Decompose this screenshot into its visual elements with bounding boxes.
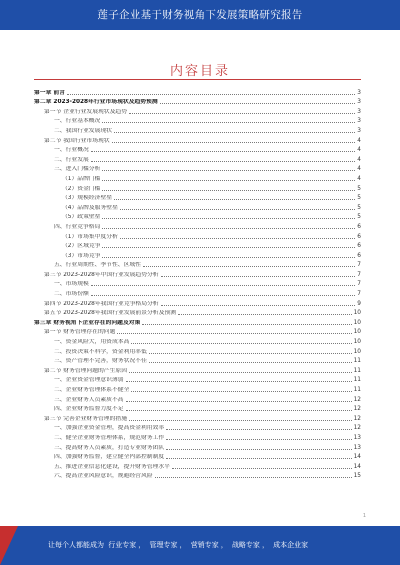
toc-entry-page: 6 [357,252,361,259]
toc-dot-leader [117,332,351,334]
report-title: 莲子企业基于财务视角下发展策略研究报告 [97,9,303,21]
toc-entry-page: 7 [357,262,361,269]
toc-entry-page: 5 [357,185,361,192]
toc-entry-title: （2）区域竞争 [62,243,101,250]
toc-entry[interactable] [34,250,361,260]
toc-entry[interactable] [34,413,361,423]
toc-entry[interactable] [34,212,361,222]
toc-entry-title: 三、进入门槛分析 [54,166,101,173]
toc-dot-leader [102,189,355,191]
toc-entry-page: 6 [357,223,361,230]
toc-entry-page: 11 [353,367,361,374]
toc-dot-leader [91,150,356,152]
toc-entry-title: 三、企业财务人员素质不高 [54,396,124,403]
toc-entry[interactable] [34,106,361,116]
toc-dot-leader [161,275,356,277]
toc-entry-page: 4 [357,147,361,154]
toc-entry-title: （1）市场集中度分析 [62,233,118,240]
report-header-bar [0,0,400,30]
toc-entry-page: 10 [353,310,361,317]
toc-dot-leader [149,361,352,363]
toc-entry[interactable] [34,173,361,183]
toc-dot-leader [129,112,355,114]
toc-dot-leader [112,141,356,143]
toc-entry[interactable] [34,394,361,404]
toc-dot-leader [161,304,356,306]
toc-dot-leader [91,294,356,296]
toc-entry-title: 第一章 前言 [34,89,66,96]
toc-dot-leader [91,284,356,286]
toc-entry-page: 12 [353,415,361,422]
toc-dot-leader [149,352,352,354]
toc-entry-page: 4 [357,156,361,163]
toc-entry-title: 一、企业资金管理意识薄弱 [54,377,124,384]
toc-dot-leader [102,169,355,171]
toc-entry[interactable] [34,317,361,327]
toc-entry-page: 15 [353,473,361,480]
toc-entry-title: 第二章 2023-2028年行业市场现状及趋势预测 [34,99,158,106]
toc-entry-page: 14 [353,454,361,461]
toc-heading: 内容目录 [169,64,230,79]
toc-dot-leader [120,208,355,210]
footer-item: 营销专家 [190,541,219,549]
toc-entry[interactable] [34,471,361,481]
toc-entry-page: 5 [357,204,361,211]
toc-dot-leader [91,160,356,162]
footer-separator: ， [138,541,146,549]
toc-dot-leader [120,237,355,239]
toc-entry-page: 11 [353,358,361,365]
toc-dot-leader [129,419,352,421]
toc-entry-title: 第四节 2023-2028年我国行业竞争格局分析 [44,300,159,307]
toc-entry-page: 10 [353,348,361,355]
toc-entry-title: 五、推进企业信息化建设，提升财务管理水平 [54,463,170,470]
toc-dot-leader [114,131,355,133]
toc-dot-leader [166,438,351,440]
toc-entry[interactable] [34,97,361,107]
toc-dot-leader [155,476,352,478]
footer-item: 行业专家 [108,541,137,549]
toc-entry[interactable] [34,164,361,174]
toc-entry[interactable] [34,346,361,356]
table-of-contents [34,87,361,480]
toc-entry[interactable] [34,336,361,346]
toc-dot-leader [126,400,352,402]
toc-entry[interactable] [34,452,361,462]
toc-entry-title: 第二节 财务管理问题的产生原因 [44,367,127,374]
toc-entry-page: 9 [357,300,361,307]
toc-entry-title: 一、资金风险大，用资成本高 [54,339,130,346]
toc-entry-title: 二、行业发展 [54,156,89,163]
footer-item: 成本企业家 [273,541,309,549]
toc-entry-page: 12 [353,396,361,403]
toc-dot-leader [126,409,352,411]
toc-dot-leader [67,93,355,95]
toc-entry-page: 5 [357,195,361,202]
toc-dot-leader [102,121,355,123]
toc-entry[interactable] [34,461,361,471]
toc-entry-page: 13 [353,444,361,451]
toc-entry-page: 12 [353,406,361,413]
toc-entry[interactable] [34,279,361,289]
toc-entry-page: 7 [357,291,361,298]
footer-slogan-lead: 让每个人都能成为 [48,541,104,549]
toc-entry-page: 4 [357,166,361,173]
toc-entry-page: 3 [357,108,361,115]
toc-entry[interactable] [34,308,361,318]
toc-entry-page: 5 [357,214,361,221]
toc-entry-page: 10 [353,339,361,346]
toc-entry[interactable] [34,404,361,414]
toc-entry-page: 3 [357,118,361,125]
toc-entry-title: 第三节 2023-2028年中国行业发展趋势分析 [44,271,159,278]
toc-entry-title: 第五节 2023-2028年我国行业发展前景分析及预测 [44,310,176,317]
footer-separator: ， [179,541,187,549]
toc-entry-title: 一、行业基本概况 [54,118,101,125]
toc-entry[interactable] [34,135,361,145]
toc-entry-title: 第二节 我国行业市场现状 [44,137,110,144]
toc-entry-title: （5）政策壁垒 [62,214,101,221]
toc-entry[interactable] [34,87,361,97]
toc-entry[interactable] [34,327,361,337]
toc-dot-leader [178,313,352,315]
toc-entry[interactable] [34,231,361,241]
toc-entry[interactable] [34,384,361,394]
toc-entry[interactable] [34,260,361,270]
toc-entry-title: （3）规模经济壁垒 [62,195,113,202]
toc-entry-title: 二、企业财务管理体系不健全 [54,387,130,393]
toc-entry-page: 3 [357,99,361,106]
toc-entry[interactable] [34,221,361,231]
toc-entry-page: 6 [357,233,361,240]
toc-entry[interactable] [34,125,361,135]
toc-entry[interactable] [34,423,361,433]
toc-entry-page: 4 [357,175,361,182]
toc-entry-title: 二、投资决策不科学，资金利用率低 [54,348,147,355]
toc-entry-page: 11 [353,377,361,384]
toc-entry-title: 五、行业周期性、季节性、区域性 [54,262,141,269]
toc-entry-title: 四、企业财务监督力度不足 [54,406,124,413]
toc-entry[interactable] [34,365,361,375]
footer-red-accent [0,526,18,565]
toc-entry[interactable] [34,241,361,251]
toc-entry-title: 第三节 完善企业财务管理的措施 [44,415,127,422]
toc-entry-title: 三、资产管理不完善，财务状况不佳 [54,358,147,365]
footer-separator: ， [261,541,269,549]
toc-dot-leader [129,371,352,373]
page-number: 1 [362,513,366,519]
toc-entry-page: 10 [353,329,361,336]
toc-dot-leader [102,217,355,219]
toc-dot-leader [114,198,355,200]
toc-entry[interactable] [34,116,361,126]
toc-entry[interactable] [34,183,361,193]
toc-entry-title: 四、加强财务监督，建立健全内部控制制度 [54,454,165,461]
toc-entry-page: 7 [357,271,361,278]
toc-entry[interactable] [34,298,361,308]
toc-entry-title: （4）品牌及服务壁垒 [62,204,118,211]
toc-entry-page: 6 [357,243,361,250]
toc-entry[interactable] [34,375,361,385]
toc-dot-leader [166,448,351,450]
toc-dot-leader [172,467,352,469]
toc-entry-page: 11 [353,387,361,393]
toc-entry-page: 3 [357,89,361,96]
footer-bar [0,526,400,565]
toc-dot-leader [131,342,351,344]
toc-entry[interactable] [34,269,361,279]
toc-entry[interactable] [34,202,361,212]
toc-entry-title: （1）品牌门槛 [62,175,101,182]
toc-entry-page: 14 [353,463,361,470]
toc-entry-title: 一、市场规模 [54,281,89,288]
toc-entry[interactable] [34,145,361,155]
toc-entry-page: 7 [357,281,361,288]
toc-dot-leader [102,179,355,181]
toc-entry[interactable] [34,154,361,164]
toc-entry-title: 第一节 企业行业发展现状及趋势 [44,108,127,115]
toc-dot-leader [166,457,351,459]
toc-entry-title: 一、行业概况 [54,147,89,154]
toc-entry[interactable] [34,193,361,203]
toc-entry-title: （2）资金门槛 [62,185,101,192]
toc-dot-leader [102,227,355,229]
toc-entry-title: 一、加强企业资金管理，提高资金利用效率 [54,425,165,432]
toc-entry-title: 三、提高财务人员素质，打造专业财务团队 [54,444,165,451]
toc-entry-title: 第一节 财务管理存在的问题 [44,329,116,336]
toc-entry-title: 二、市场份额 [54,291,89,298]
footer-item: 战略专家 [231,541,260,549]
toc-entry-page: 13 [353,434,361,441]
toc-dot-leader [142,323,351,325]
toc-dot-leader [102,246,355,248]
toc-entry-title: 二、我国行业发展现状 [54,127,112,134]
footer-separator: ， [220,541,228,549]
toc-entry-title: 二、健全企业财务管理体系，规范财务工作 [54,434,165,441]
toc-dot-leader [131,390,351,392]
toc-dot-leader [143,265,355,267]
toc-entry[interactable] [34,442,361,452]
toc-entry-page: 12 [353,425,361,432]
toc-entry[interactable] [34,288,361,298]
footer-item: 管理专家 [149,541,178,549]
toc-entry-page: 3 [357,127,361,134]
toc-entry-title: 六、提高企业风险意识，规避经营风险 [54,473,153,480]
toc-dot-leader [166,428,351,430]
toc-entry-title: （3）市场竞争 [62,252,101,259]
footer-slogan [48,540,310,550]
toc-divider [34,79,361,80]
toc-entry[interactable] [34,356,361,366]
toc-entry-page: 4 [357,137,361,144]
toc-entry-title: 四、行业竞争格局 [54,223,101,230]
toc-dot-leader [126,380,352,382]
toc-entry[interactable] [34,432,361,442]
toc-entry-title: 第三章 财务视角下企业存在的问题及对策 [34,319,141,326]
toc-dot-leader [102,256,355,258]
toc-entry-page: 10 [353,319,361,326]
toc-dot-leader [160,102,356,104]
